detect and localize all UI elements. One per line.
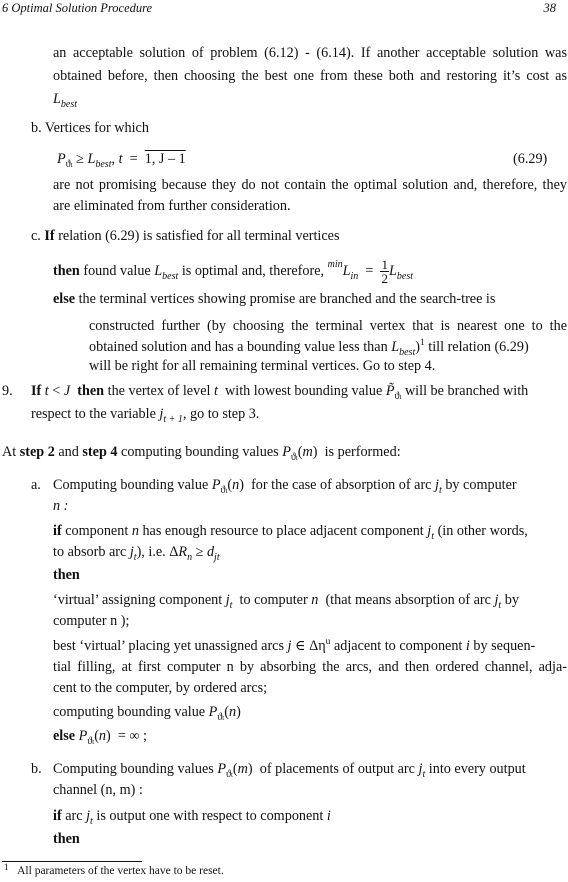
then-keyword: then — [53, 831, 80, 847]
step-9-line: If t < J then the vertex of level t with lowest bounding value $P̃_{ϑt}$ will be branched with — [31, 383, 529, 402]
footnote: $^1$ All parameters of the vertex have to be reset. — [4, 862, 224, 877]
footnote-rule — [2, 861, 142, 862]
text-line-with-math: obtained solution and has a bounding value less than $L_{best})^1$ till relation (6.29) — [89, 338, 529, 358]
then-line: then found value $L_{best}$ is optimal and, therefore, $^{min}L_{in}$ = $\frac{1}{2}$ $L_{best}$ — [53, 257, 413, 286]
item-c-line: c. If relation (6.29) is satisfied for all terminal vertices — [31, 228, 340, 244]
equation-6-29: $P_{ϑt} \ge L_{best}$, t = 1, J – 1 — [57, 151, 186, 170]
text-line: cent to the computer, by ordered arcs; — [53, 680, 268, 696]
equation-number: (6.29) — [513, 151, 548, 167]
compute-line: computing bounding value $P_{ϑt}(n)$ — [53, 704, 241, 723]
virtual-line2: computer n ); — [53, 613, 130, 629]
item-b-label: b. Vertices for which — [31, 120, 149, 136]
text-line: are eliminated from further consideration. — [53, 198, 291, 214]
text-line: constructed further (by choosing the terminal vertex that is nearest one to the — [89, 318, 567, 334]
math-l-best: $L_{best}$ — [53, 91, 77, 110]
at-step-line: At step 2 and step 4 computing bounding values $P_{ϑt}(m)$ is performed: — [2, 444, 401, 463]
virtual-line1: ‘virtual’ assigning component $j_t$ to computer n (that means absorption of arc $j_t$ by — [53, 592, 519, 611]
if-line1: if component n has enough resource to place adjacent component $j_t$ (in other words, — [53, 523, 528, 542]
item-a-number: a. — [31, 477, 41, 493]
if-line-3: if arc $j_t$ is output one with respect to component i — [53, 808, 331, 827]
else-line: else the terminal vertices showing promise are branched and the search-tree is — [53, 291, 496, 307]
step-9-line2: respect to the variable $j_{t + 1}$, go to step 3. — [31, 406, 260, 425]
text-line: are not promising because they do not contain the optimal solution and, therefore, they — [53, 177, 567, 193]
item-b2-line1: Computing bounding values $P_{ϑt}(m)$ of placements of output arc $j_t$ into every output — [53, 761, 526, 780]
best-virtual-line1: best ‘virtual’ placing yet unassigned arcs j ∈ $\Delta\eta^u$ adjacent to component i by sequen- — [53, 637, 536, 654]
running-header — [2, 0, 562, 19]
text-line: an acceptable solution of problem (6.12) - (6.14). If another acceptable solution was — [53, 45, 567, 61]
page-number: 38 — [543, 1, 556, 15]
item-b2-line2: channel (n, m) : — [53, 782, 143, 798]
text-line: obtained before, then choosing the best one from these both and restoring it’s cost as — [53, 68, 567, 84]
text-line: tial filling, at first computer n by absorbing the arcs, and then ordered channel, adja- — [53, 659, 567, 675]
step-9-number: 9. — [2, 383, 13, 399]
text-line: will be right for all remaining terminal vertices. Go to step 4. — [89, 358, 436, 374]
item-b2-number: b. — [31, 761, 42, 777]
item-a-line1: Computing bounding value $P_{ϑt}(n)$ for the case of absorption of arc $j_t$ by computer — [53, 477, 517, 496]
if-line2: to absorb arc $j_t$), i.e. $\Delta R_n \ge d_{jt}$ — [53, 544, 220, 563]
item-a-line2: n : — [53, 498, 69, 514]
else-line-2: else $P_{ϑt}(n)$ = ∞ ; — [53, 728, 147, 747]
chapter-title: 6 Optimal Solution Procedure — [2, 1, 153, 15]
then-keyword: then — [53, 567, 80, 583]
